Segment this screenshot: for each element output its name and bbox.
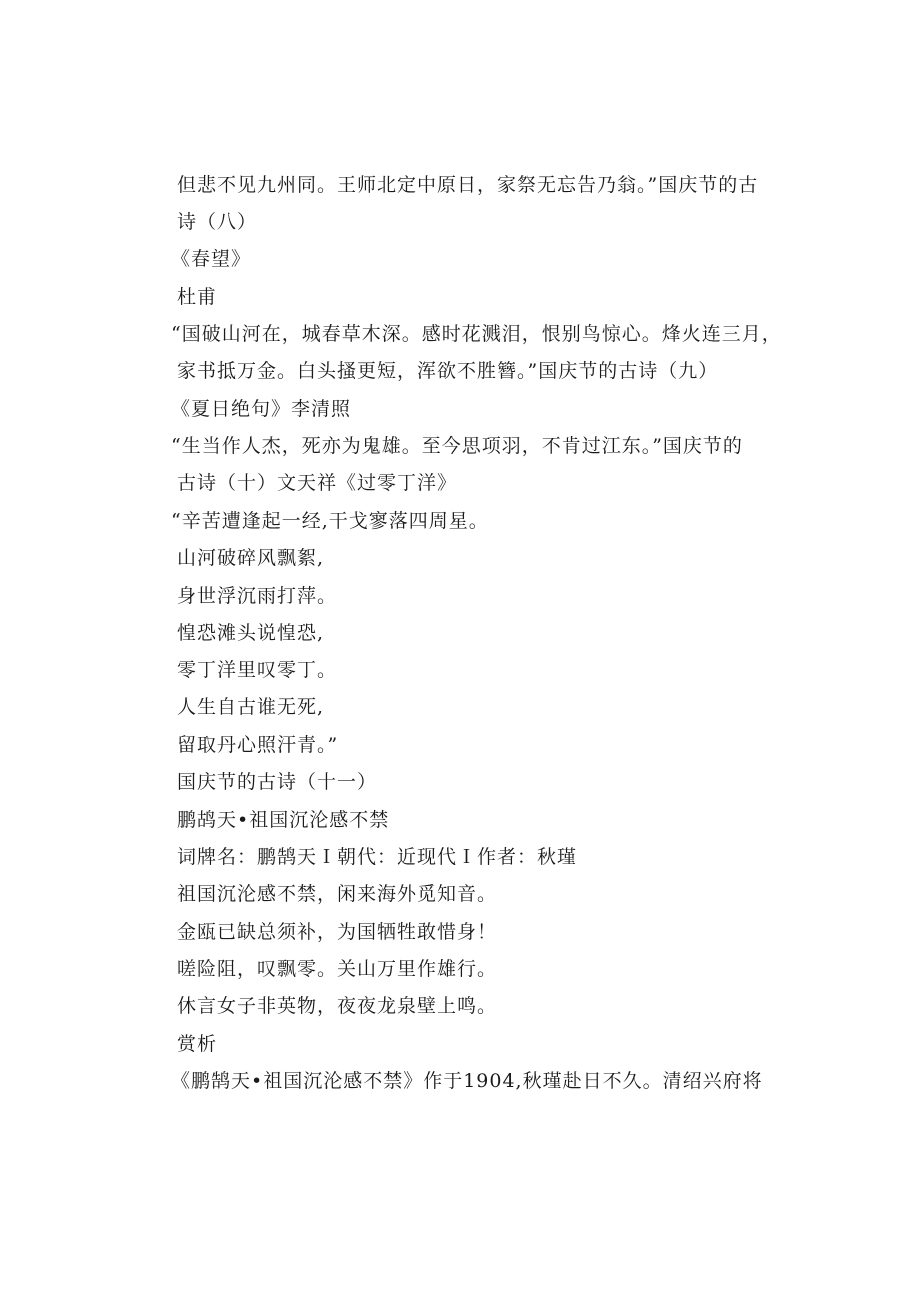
poem-line: 留取丹心照汗青。” — [177, 734, 339, 756]
text-line: 古诗（十）文天祥《过零丁洋》 — [177, 472, 458, 494]
text-line: “生当作人杰，死亦为鬼雄。至今思项羽，不肯过江东。”国庆节的 — [171, 435, 743, 457]
poem-line: 山河破碎风飘絮, — [177, 547, 325, 569]
poem-line: 金瓯已缺总须补，为国牺牲敢惜身！ — [177, 921, 498, 943]
section-heading: 赏析 — [177, 1033, 218, 1055]
poem-line: 休言女子非英物，夜夜龙泉壁上鸣。 — [177, 995, 498, 1017]
poem-meta: 词牌名：鹏鹄天Ｉ朝代：近现代Ｉ作者：秋瑾 — [177, 846, 578, 868]
poem-line: 身世浮沉雨打萍。 — [177, 585, 338, 607]
poem-line: 祖国沉沦感不禁，闲来海外觅知音。 — [177, 883, 498, 905]
text-line: “国破山河在，城春草木深。感时花溅泪，恨别鸟惊心。烽火连三月， — [171, 323, 782, 345]
section-heading: 国庆节的古诗（十一） — [177, 771, 378, 793]
poem-line: “辛苦遭逢起一经,干戈寥落四周星。 — [171, 510, 489, 532]
poem-author: 杜甫 — [177, 286, 218, 308]
poem-line: 零丁洋里叹零丁。 — [177, 659, 338, 681]
text-line: 家书抵万金。白头搔更短，浑欲不胜簪。”国庆节的古诗（九） — [177, 360, 719, 382]
text-line: 《鹏鹄天•祖国沉沦感不禁》作于1904,秋瑾赴日不久。清绍兴府将 — [171, 1070, 763, 1092]
poem-title: 鹏鸪天•祖国沉沦感不禁 — [177, 809, 390, 831]
poem-title: 《夏日绝句》李清照 — [171, 398, 352, 420]
poem-line: 人生自古谁无死, — [177, 696, 325, 718]
text-line: 但悲不见九州同。王师北定中原日，家祭无忘告乃翁。”国庆节的古 — [177, 174, 759, 196]
poem-line: 嗟险阻，叹飘零。关山万里作雄行。 — [177, 958, 498, 980]
text-line: 诗（八） — [177, 211, 258, 233]
poem-line: 惶恐滩头说惶恐, — [177, 622, 325, 644]
poem-title: 《春望》 — [171, 248, 252, 270]
